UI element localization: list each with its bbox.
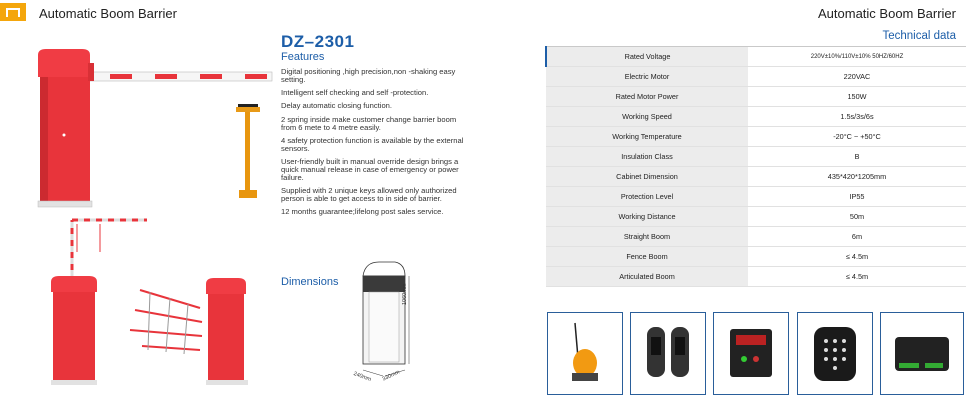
accessory-keypad <box>797 312 873 395</box>
spec-key: Fence Boom <box>546 247 748 267</box>
spec-row <box>546 247 966 267</box>
spec-key: Working Distance <box>546 207 748 227</box>
feature-item: Intelligent self checking and self -protection. <box>281 88 429 98</box>
spec-key: Working Speed <box>546 107 748 127</box>
header-title-right: Automatic Boom Barrier <box>818 6 956 21</box>
cabinet-dimension-drawing <box>352 258 415 386</box>
feature-item: 12 months guarantee;lifelong post sales service. <box>281 207 444 217</box>
spec-key: Insulation Class <box>546 147 748 167</box>
features-heading: Features <box>281 51 325 63</box>
spec-key: Working Temperature <box>546 127 748 147</box>
spec-row <box>546 167 966 187</box>
spec-value: 6m <box>748 227 966 247</box>
accessory-warning-light <box>547 312 623 395</box>
loop-detector-icon <box>714 313 788 394</box>
spec-row <box>546 47 966 67</box>
spec-key: Rated Voltage <box>546 47 748 67</box>
dimension-height-label: 1060mm <box>402 283 408 305</box>
spec-row <box>546 87 966 107</box>
boom-support-post-image <box>233 104 263 206</box>
feature-item: Supplied with 2 unique keys allowed only authorized person is able to get access to in side of barrier. <box>281 186 457 204</box>
control-module-icon <box>881 313 963 394</box>
spec-value: IP55 <box>748 187 966 207</box>
accessory-control-module <box>880 312 964 395</box>
spec-key: Articulated Boom <box>546 267 748 287</box>
spec-row <box>546 207 966 227</box>
spec-value: 150W <box>748 87 966 107</box>
spec-row <box>546 267 966 287</box>
features-list <box>281 68 466 222</box>
feature-item: 2 spring inside make customer change barrier boom from 6 mete to 4 metre easily. <box>281 114 457 132</box>
spec-key: Rated Motor Power <box>546 87 748 107</box>
feature-item: Delay automatic closing function. <box>281 101 393 111</box>
spec-value: ≤ 4.5m <box>748 267 966 287</box>
header-title: Automatic Boom Barrier <box>39 6 177 21</box>
photocell-icon <box>631 313 705 394</box>
feature-item: Digital positioning ,high precision,non -shaking easy setting. <box>281 67 456 84</box>
spec-row <box>546 147 966 167</box>
spec-value: 220VAC <box>748 67 966 87</box>
spec-row <box>546 187 966 207</box>
feature-item: 4 safety protection function is available by the external sensors. <box>281 135 464 153</box>
spec-value: 435*420*1205mm <box>748 167 966 187</box>
dimension-depth-label: 330mm <box>381 369 401 383</box>
logo-icon <box>0 3 26 21</box>
articulated-boom-barrier-image <box>120 270 255 388</box>
spec-row <box>546 227 966 247</box>
model-number: DZ–2301 <box>281 32 355 51</box>
keypad-icon <box>798 313 872 394</box>
spec-value: -20°C ~ +50°C <box>748 127 966 147</box>
spec-value: B <box>748 147 966 167</box>
spec-key: Protection Level <box>546 187 748 207</box>
accessory-photocell-sensors <box>630 312 706 395</box>
spec-key: Cabinet Dimension <box>546 167 748 187</box>
technical-data-table <box>545 46 966 287</box>
warning-light-icon <box>548 313 622 394</box>
spec-value: 220V±10%/110V±10% 50HZ/60HZ <box>748 47 966 67</box>
spec-value: 1.5s/3s/6s <box>748 107 966 127</box>
technical-data-title: Technical data <box>882 30 956 42</box>
spec-row <box>546 107 966 127</box>
spec-row <box>546 127 966 147</box>
spec-value: ≤ 4.5m <box>748 247 966 267</box>
dimensions-heading: Dimensions <box>281 276 339 288</box>
dimension-width-label: 240mm <box>352 371 372 383</box>
spec-row <box>546 67 966 87</box>
accessory-loop-detector <box>713 312 789 395</box>
spec-key: Straight Boom <box>546 227 748 247</box>
spec-value: 50m <box>748 207 966 227</box>
spec-key: Electric Motor <box>546 67 748 87</box>
feature-item: User-friendly built in manual override design brings a quick manual release in case of emergency or power failure. <box>281 156 459 182</box>
